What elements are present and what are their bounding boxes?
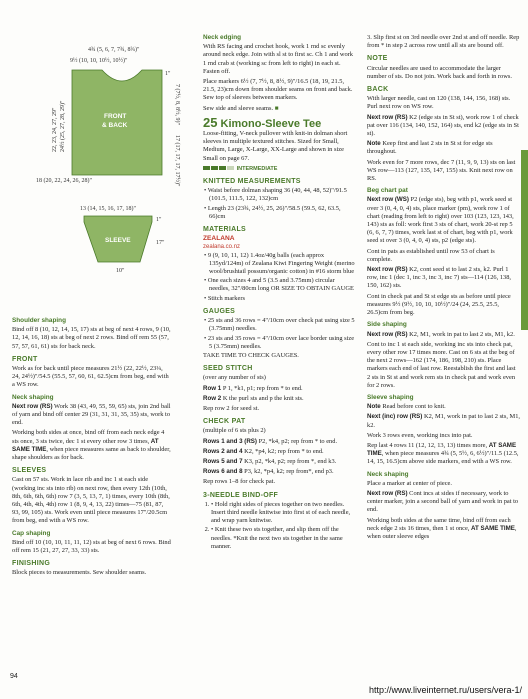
check-pat-heading: CHECK PAT (203, 418, 246, 426)
check-rows-1-3-bold: Rows 1 and 3 (RS) (203, 437, 257, 445)
seed-row-2-bold: Row 2 (203, 394, 222, 402)
sleeve-text-3 (367, 442, 520, 467)
pattern-title (203, 114, 357, 130)
column-3 (367, 34, 520, 543)
check-rows-6-8-text: P3, k2, *p4, k2; rep from*, end p3. (242, 468, 334, 476)
back-note-bold: Note (367, 140, 381, 148)
pattern-title-text: Kimono-Sleeve Tee (220, 117, 322, 130)
shoulder-depth-label: 1" (165, 71, 171, 77)
finishing-text: Block pieces to measurements. Sew shoulder seams. (12, 569, 147, 577)
cont-text: Cont in check pat and St st edge sts as before until piece measures 9½ (9½, 10, 10, 10½)"/24 (24, 25.5, 25.5, 26.5)cm from beg. (367, 292, 511, 317)
neck-edging-text-3-span: Sew side and sleeve seams. (203, 104, 274, 112)
beg-chart-bold: Next row (WS) (367, 196, 409, 204)
neck-edging-heading: Neck edging (203, 34, 241, 41)
finishing-heading: FINISHING (12, 560, 51, 568)
back-note-text: Keep first and last 2 sts in St st for edge sts throughout. (367, 140, 493, 156)
sleeve-cuff-label: 10" (116, 268, 125, 274)
material-yarn: • 9 (9, 10, 11, 12) 1.4oz/40g balls (each approx 135yd/124m) of Zealana Kiwi Fingering Weight (merino wool/brushtail possum/organic cotton) in #16 storm blue (209, 252, 357, 277)
sleeve-length-label: 17" (156, 240, 165, 246)
measurement-waist: • Waist before dolman shaping 36 (40, 44, 48, 52)"/91.5 (101.5, 111.5, 122, 132)cm (209, 187, 357, 203)
check-rows-2-4 (203, 448, 357, 456)
beg-chart-text-span: P2 (edge sts), beg with p1, work seed st over 3 (0, 4, 0, 4) sts, place marker (pm), work row 1 of chart (reading from left to right) over 103 (123, 123, 143, 143) sts as foll: work first 3 sts of chart, work 20-st rep 5 (6, 6, 7, 7) times, work last st of chart, beg with p1, work seed st over 3 (0, 4, 0, 4) sts, p2 (edge sts). (367, 196, 514, 245)
page-edge-tab (521, 150, 528, 330)
next-row-rs-bold: Next row (RS) (367, 266, 408, 274)
gauges-heading: GAUGES (203, 307, 236, 315)
neck-center-text: Place a marker at center of piece. (367, 479, 452, 487)
check-rows-2-4-text: K2, *p4, k2; rep from * to end. (242, 447, 324, 455)
bindoff-step-1: • 1. Hold right sides of pieces together on two needles. Insert third needle knitwise into first st of each needle, and wrap yarn knitwise. (211, 501, 357, 526)
back-next-row (367, 114, 520, 139)
schematic-top-width-label: 4¾ (5, 6, 7, 7¾, 8¾)" (88, 47, 140, 53)
back-next-row-text: K2 (edge sts in St st), work row 1 of check pat over 116 (134, 140, 152, 164) sts, end k2 (edge sts in St st). (367, 113, 519, 138)
neck-bold: Next row (RS) (12, 402, 53, 410)
side-shaping-bold: Next row (RS) (367, 330, 408, 338)
front-back-schematic (12, 40, 182, 190)
neck-edging-text-2: Place markers 6½ (7, 7½, 8, 8½, 9)"/16.5 (18, 19, 21.5, 21.5, 23)cm down from shoulder seams on front and back. Sew top of sleeves between markers. (203, 78, 353, 102)
bottom-width-label: 18 (20, 22, 24, 26, 28)" (36, 178, 92, 184)
sleeves-heading: SLEEVES (12, 467, 47, 475)
neck-text-2: Working both sides at once, bind off from each neck edge 4 sts once, 3 sts twice, dec 1 st every other row 3 times, (12, 429, 165, 445)
side-shaping-heading: Side shaping (367, 321, 407, 329)
back-next-row-bold: Next row (RS) (367, 113, 408, 121)
check-rows-1-3 (203, 438, 357, 446)
column-2 (203, 34, 357, 552)
seed-row-2-text: K the purl sts and p the knit sts. (221, 394, 304, 402)
sleeve-note-bold: Note (367, 403, 381, 411)
back-label: & BACK (102, 122, 128, 129)
neck-shaping-paragraph-1 (12, 403, 172, 428)
sleeve-text-3-span: Rep last 4 rows 11 (12, 12, 13, 13) times more, (367, 441, 489, 449)
materials-list (203, 252, 357, 303)
seed-row-1 (203, 385, 357, 393)
skill-level (203, 165, 357, 173)
measurements-list (203, 187, 357, 221)
sleeve-text-2: Work 3 rows even, working incs into pat. (367, 431, 473, 439)
gauge-lace: • 23 sts and 35 rows = 4"/10cm over lace border using size 5 (3.75mm) needles. (209, 335, 357, 351)
side-shaping-text: K2, M1, work in pat to last 2 sts, M1, k2. (407, 330, 515, 338)
check-rows-5-7-text: K3, p2, *k4, p2; rep from *, end k3. (242, 457, 337, 465)
check-rows-6-8 (203, 468, 357, 476)
note-text: Circular needles are used to accommodate the larger number of sts. Do not join. Work back and forth in rows. (367, 64, 512, 80)
skill-label: INTERMEDIATE (236, 165, 278, 172)
back-heading: BACK (367, 86, 389, 94)
check-rows-6-8-bold: Rows 6 and 8 (203, 468, 243, 476)
check-rep: Rep rows 1–8 for check pat. (203, 478, 276, 486)
pattern-intro: Loose-fitting, V-neck pullover with knit-in dolman short sleeves in multiple textured stitches. Sized for Small, Medium, Large, X-Large, XX-Large and shown in size Small on page 67. (203, 130, 348, 162)
neck-text-3: , when piece measures same as back to shoulder, shape shoulders as for back. (12, 445, 171, 462)
side-length-label: 17 (17, 17, 17, 17½)" (174, 135, 180, 187)
cap-shaping-text: Bind off 10 (10, 10, 11, 11, 12) sts at beg of next 6 rows. Bind off rem 15 (21, 27, 27, 33, 33) sts. (12, 538, 171, 555)
sleeve-schematic (12, 198, 182, 278)
shoulder-shaping-text: Bind off 8 (10, 12, 14, 15, 17) sts at beg of next 4 rows, 9 (10, 12, 14, 16, 18) sts at beg of next 2 rows. Bind off rem 55 (57, 57, 57, 61, 61) sts for back neck. (12, 326, 171, 350)
sleeve-shaping-heading: Sleeve shaping (367, 393, 414, 401)
check-rows-5-7-bold: Rows 5 and 7 (203, 457, 243, 465)
sleeves-text: Cast on 57 sts. Work in lace rib and inc 1 st each side (working inc sts into rib) on next row, then every 12th (10th, 8th, 6th, 6th, 6th) row 7 (3, 5, 13, 7, 1) times, every 10th (8th, 6th, 4th, 4th, 4th) row 1 (8, 9, 4, 13, 22) times—75 (81, 87, 93, 99, 105) sts. Work even until piece measures 17"/20.5cm from beg, end with a WS row. (12, 476, 170, 525)
neck-bold-2: AT SAME TIME (471, 524, 515, 532)
shoulder-shaping-heading: Shoulder shaping (12, 317, 66, 324)
note-heading: NOTE (367, 55, 388, 63)
seed-row-1-text: P 1, *k1, p1; rep from * to end. (221, 384, 303, 392)
bindoff-steps (203, 501, 357, 551)
neck-bold-2: AT SAME TIME (12, 437, 159, 453)
beg-chart-heading: Beg chart pat (367, 187, 408, 195)
three-needle-bindoff-heading: 3-NEEDLE BIND-OFF (203, 491, 279, 499)
sleeve-top-width-label: 13 (14, 15, 16, 17, 18)" (80, 206, 136, 212)
neck-shaping-heading-2: Neck shaping (367, 470, 409, 478)
sleeve-bold-2: AT SAME TIME (367, 441, 517, 458)
beg-chart-text-2: Cont in pats as established until row 53 of chart is complete. (367, 247, 495, 263)
back-text-3: Work even for 7 more rows, dec 7 (11, 9, 9, 13) sts on last WS row—113 (127, 135, 147, 155) sts. Knit next row on RS. (367, 158, 516, 183)
left-depth-label: 22, 23, 24, 27, 29" (52, 107, 58, 152)
sleeve-cap-label: 1" (156, 217, 162, 223)
next-row-rs (367, 266, 520, 291)
column-1 (12, 313, 172, 580)
sleeve-inc-row (367, 413, 520, 429)
neck-edging-text-3 (203, 105, 357, 113)
back-text: With larger needle, cast on 120 (138, 144, 156, 168) sts. Purl next row on WS row. (367, 95, 511, 111)
seed-row-2 (203, 395, 357, 403)
neck-next-row-text: Cont incs at sides if necessary, work to center marker, join a second ball of yarn and work in pat to end. (367, 489, 519, 514)
front-heading: FRONT (12, 355, 38, 363)
end-square-icon: ■ (274, 104, 279, 112)
check-rows-2-4-bold: Rows 2 and 4 (203, 447, 243, 455)
knitted-measurements-heading: KNITTED MEASUREMENTS (203, 178, 301, 186)
schematic-neck-width-label: 9½ (10, 10, 10½, 10½)" (70, 58, 128, 64)
sleeve-note (367, 403, 520, 411)
front-label: FRONT (104, 113, 127, 120)
sleeve-inc-text: K2, M1, work in pat to last 2 sts, M1, k2. (367, 413, 520, 429)
neck-shaping-heading-1: Neck shaping (12, 393, 54, 401)
bindoff-step-3-text: Slip first st on 3rd needle over 2nd st and off needle. Rep from * in step 2 across row until all sts are bound off. (367, 34, 520, 50)
front-text: Work as for back until piece measures 21½ (22, 22½, 23¼, 24, 24½)"/54.5 (55.5, 57, 60, 61, 62.5)cm from beg, end with a WS row. (12, 365, 169, 389)
footer-url[interactable]: http://www.liveinternet.ru/users/vera-1/ (368, 685, 522, 695)
neck-both-sides (367, 517, 520, 542)
seed-rep: Rep row 2 for seed st. (203, 404, 260, 412)
neck-edging-text: With RS facing and crochet hook, work 1 rnd sc evenly around neck edge. Join with sl st to first sc. Ch 1 and work 1 rnd crab st (working sc from left to right) in each st. Fasten off. (203, 43, 353, 75)
sleeve-text-4: , when piece measures 4¾ (5, 5½, 6, 6½)"/11.5 (12.5, 14, 15, 16.5)cm above side markers, end with a WS row. (367, 450, 519, 466)
neck-shaping-paragraph-2 (12, 429, 172, 462)
armhole-label: 7 (7½, 8, 8½, 9)" (174, 84, 180, 125)
check-intro: (multiple of 6 sts plus 2) (203, 427, 266, 435)
gauge-note: TAKE TIME TO CHECK GAUGES. (203, 351, 299, 359)
sleeve-inc-bold: Next (inc) row (RS) (367, 413, 423, 421)
brand-logo: ZEALANA (203, 235, 235, 243)
seed-row-1-bold: Row 1 (203, 384, 222, 392)
pattern-number: 25 (203, 114, 218, 130)
neck-text-4: , when outer sleeve edges (367, 524, 517, 540)
neck-text: Work 38 (43, 49, 55, 59, 65) sts, join 2nd ball of yarn and bind off center 29 (31, 31, 31, 35, 35) sts, work to end. (12, 402, 171, 427)
waist-label: 24½ (25, 27, 28, 29)" (60, 100, 66, 152)
check-rows-1-3-text: P2, *k4, p2; rep from * to end. (256, 437, 338, 445)
gauge-check: • 25 sts and 36 rows = 4"/10cm over check pat using size 5 (3.75mm) needles. (209, 317, 357, 333)
side-shaping-text-2: Cont to inc 1 st each side, working inc sts into check pat, every other row 17 times more. Cast on 6 sts at the beg of the next 2 rows—162 (174, 186, 198, 210) sts. Place markers each end of last row. Reestablish the first and last 2 sts in St st and work rem sts in check pat and work even for 2 rows. (367, 340, 516, 389)
skill-dots-icon (203, 165, 235, 173)
beg-chart-text (367, 196, 520, 245)
seed-intro: (over any number of sts) (203, 374, 266, 382)
check-rows-5-7 (203, 458, 357, 466)
material-needles: • One each sizes 4 and 5 (3.5 and 3.75mm) circular needles, 32"/80cm long OR SIZE TO OBTAIN GAUGE (209, 277, 357, 293)
sleeve-note-text: Read before cont to knit. (380, 403, 446, 411)
back-note (367, 140, 520, 156)
material-markers: • Stitch markers (209, 295, 357, 303)
neck-next-row-bold: Next row (RS) (367, 489, 408, 497)
neck-both-sides-text: Working both sides at the same time, bind off from each neck edge 2 sts 16 times, then 1 st once, (367, 516, 511, 532)
next-row-rs-text: K2, cont seed st to last 2 sts, k2. Purl 1 row, inc 1 (dec 1, inc 3, inc 3, inc 7) sts—114 (126, 138, 150, 162) sts. (367, 266, 511, 290)
page-number: 94 (10, 673, 18, 680)
bindoff-step-3: 3. Slip first st on 3rd needle over 2nd st and off needle. Rep from * in step 2 across row until all sts are bound off. (367, 34, 520, 50)
gauges-list (203, 317, 357, 351)
sleeve-label: SLEEVE (105, 237, 131, 244)
neck-next-row (367, 490, 520, 515)
measurement-length: • Length 23 (23¾, 24½, 25, 26)"/58.5 (59.5, 62, 63.5, 66)cm (209, 205, 357, 221)
materials-heading: MATERIALS (203, 226, 247, 234)
brand-url: zealana.co.nz (203, 244, 241, 251)
side-shaping-row (367, 331, 520, 339)
seed-stitch-heading: SEED STITCH (203, 365, 253, 373)
cap-shaping-heading: Cap shaping (12, 529, 51, 537)
bindoff-step-2: • 2. Knit these two sts together, and slip them off the needles. *Knit the next two sts together in the same manner. (211, 526, 357, 551)
